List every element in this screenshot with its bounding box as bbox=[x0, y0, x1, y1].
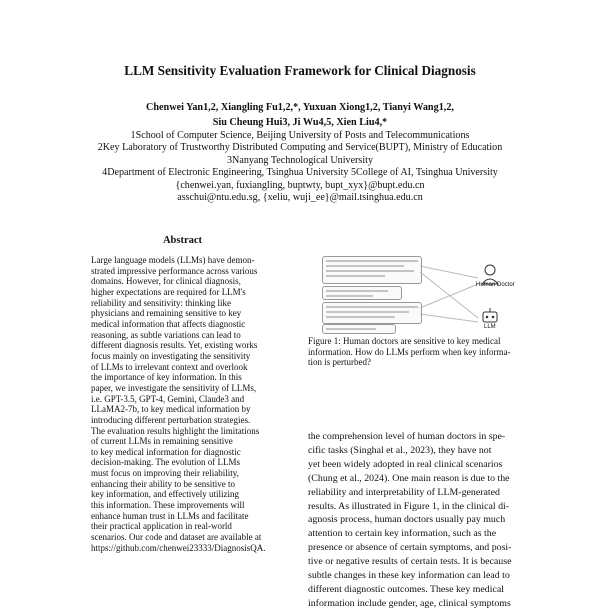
abstract-line: strated impressive performance across various bbox=[91, 265, 258, 276]
abstract-line: physicians and remaining sensitive to key bbox=[91, 308, 242, 319]
body-line: different diagnostic outcomes. These key medical bbox=[308, 583, 504, 595]
affiliation-line: 4Department of Electronic Engineering, Tsinghua University 5College of AI, Tsinghua University bbox=[102, 167, 498, 179]
figure-caption bbox=[308, 336, 533, 368]
body-line: subtle changes in these key information can lead to bbox=[308, 570, 510, 582]
abstract-line: higher expectations are required for LLM's bbox=[91, 286, 246, 297]
body-line: cific tasks (Singhal et al., 2023), they have not bbox=[308, 444, 492, 456]
abstract-line: key information, and effectively utilizing bbox=[91, 489, 240, 500]
abstract-line: decision-making. The evolution of LLMs bbox=[91, 457, 241, 468]
caption-line: tion is perturbed? bbox=[308, 357, 371, 367]
author-line: Siu Cheung Hui3, Ji Wu4,5, Xien Liu4,* bbox=[212, 117, 388, 128]
abstract-heading: Abstract bbox=[162, 235, 203, 246]
abstract-line: their practical application in real-world bbox=[91, 521, 232, 532]
abstract-line: i.e. GPT-3.5, GPT-4, Gemini, Claude3 and bbox=[91, 393, 245, 404]
abstract-line: must focus on improving their reliability, bbox=[91, 468, 239, 479]
affiliation-line: 3Nanyang Technological University bbox=[227, 154, 373, 166]
abstract-line: enhancing their ability to be sensitive to bbox=[91, 478, 235, 489]
abstract-line: this information. These improvements will bbox=[91, 500, 245, 511]
author-line: Chenwei Yan1,2, Xiangling Fu1,2,*, Yuxuan Xiong1,2, Tianyi Wang1,2, bbox=[146, 102, 454, 113]
abstract-line: The evaluation results highlight the limitations bbox=[91, 425, 260, 436]
body-line: reliability and interpretability of LLM-generated bbox=[308, 486, 500, 498]
affiliation-line: 2Key Laboratory of Trustworthy Distributed Computing and Service(BUPT), Ministry of Education bbox=[97, 142, 503, 154]
abstract-text bbox=[91, 255, 274, 553]
abstract-line: scenarios. Our code and dataset are available at bbox=[91, 532, 262, 543]
body-line: (Chung et al., 2024). One main reason is due to the bbox=[308, 472, 510, 484]
body-line: yet been widely adopted in real clinical scenarios bbox=[308, 458, 503, 470]
abstract-line: Large language models (LLMs) have demon- bbox=[91, 255, 255, 265]
body-line: presence or absence of certain symptoms, and posi- bbox=[308, 542, 512, 554]
body-line: results. As illustrated in Figure 1, in the clinical di- bbox=[308, 500, 510, 512]
caption-line: Figure 1: Human doctors are sensitive to key medical bbox=[308, 336, 501, 346]
abstract-line: the importance of key information. In this bbox=[91, 372, 242, 383]
paper-title: LLM Sensitivity Evaluation Framework for Clinical Diagnosis bbox=[124, 63, 476, 78]
abstract-line: LLaMA2-7b, to key medical information by bbox=[91, 404, 251, 415]
abstract-line: https://github.com/chenwei23333/DiagnosisQA. bbox=[91, 542, 266, 553]
abstract-line: different diagnosis results. Yet, existing works bbox=[91, 340, 258, 351]
abstract-line: medical information that affects diagnostic bbox=[91, 318, 246, 329]
abstract-line: paper, we investigate the sensitivity of LLMs, bbox=[91, 382, 257, 393]
figure-1 bbox=[308, 256, 532, 334]
body-line: agnosis process, human doctors usually pay much bbox=[308, 514, 506, 526]
abstract-line: enhance human trust in LLMs and facilitate bbox=[91, 510, 249, 521]
email-line: asschui@ntu.edu.sg, {xeliu, wuji_ee}@mail.tsinghua.edu.cn bbox=[177, 192, 423, 204]
caption-line: information. How do LLMs perform when key informa- bbox=[308, 346, 511, 357]
llm-label: LLM bbox=[484, 324, 496, 330]
email-line: {chenwei.yan, fuxiangling, buptwty, bupt_xyx}@bupt.edu.cn bbox=[175, 179, 425, 191]
human-doctor-label: Human Doctor bbox=[476, 282, 515, 288]
abstract-line: reasoning, as subtle variations can lead to bbox=[91, 329, 241, 340]
author-list bbox=[0, 100, 600, 130]
abstract-line: reliability and sensitivity: thinking like bbox=[91, 297, 231, 308]
body-line: tive or negative results of certain tests. It is because bbox=[308, 556, 512, 568]
figure-arrows bbox=[308, 256, 532, 334]
affiliation-list bbox=[0, 130, 600, 204]
body-line: the comprehension level of human doctors in spe- bbox=[308, 431, 506, 442]
body-line: information include gender, age, clinical symptoms bbox=[308, 597, 511, 609]
abstract-line: focus mainly on investigating the sensitivity bbox=[91, 350, 251, 361]
affiliation-line: 1School of Computer Science, Beijing University of Posts and Telecommunications bbox=[130, 130, 470, 141]
abstract-line: domains. However, for clinical diagnosis, bbox=[91, 276, 241, 287]
abstract-line: of LLMs to irrelevant context and overlook bbox=[91, 361, 248, 372]
abstract-line: introducing different perturbation strategies. bbox=[91, 414, 251, 425]
abstract-line: to key medical information for diagnostic bbox=[91, 446, 241, 457]
abstract-line: of current LLMs in remaining sensitive bbox=[91, 436, 233, 447]
body-text bbox=[308, 430, 533, 611]
body-line: attention to certain key information, such as the bbox=[308, 528, 497, 540]
